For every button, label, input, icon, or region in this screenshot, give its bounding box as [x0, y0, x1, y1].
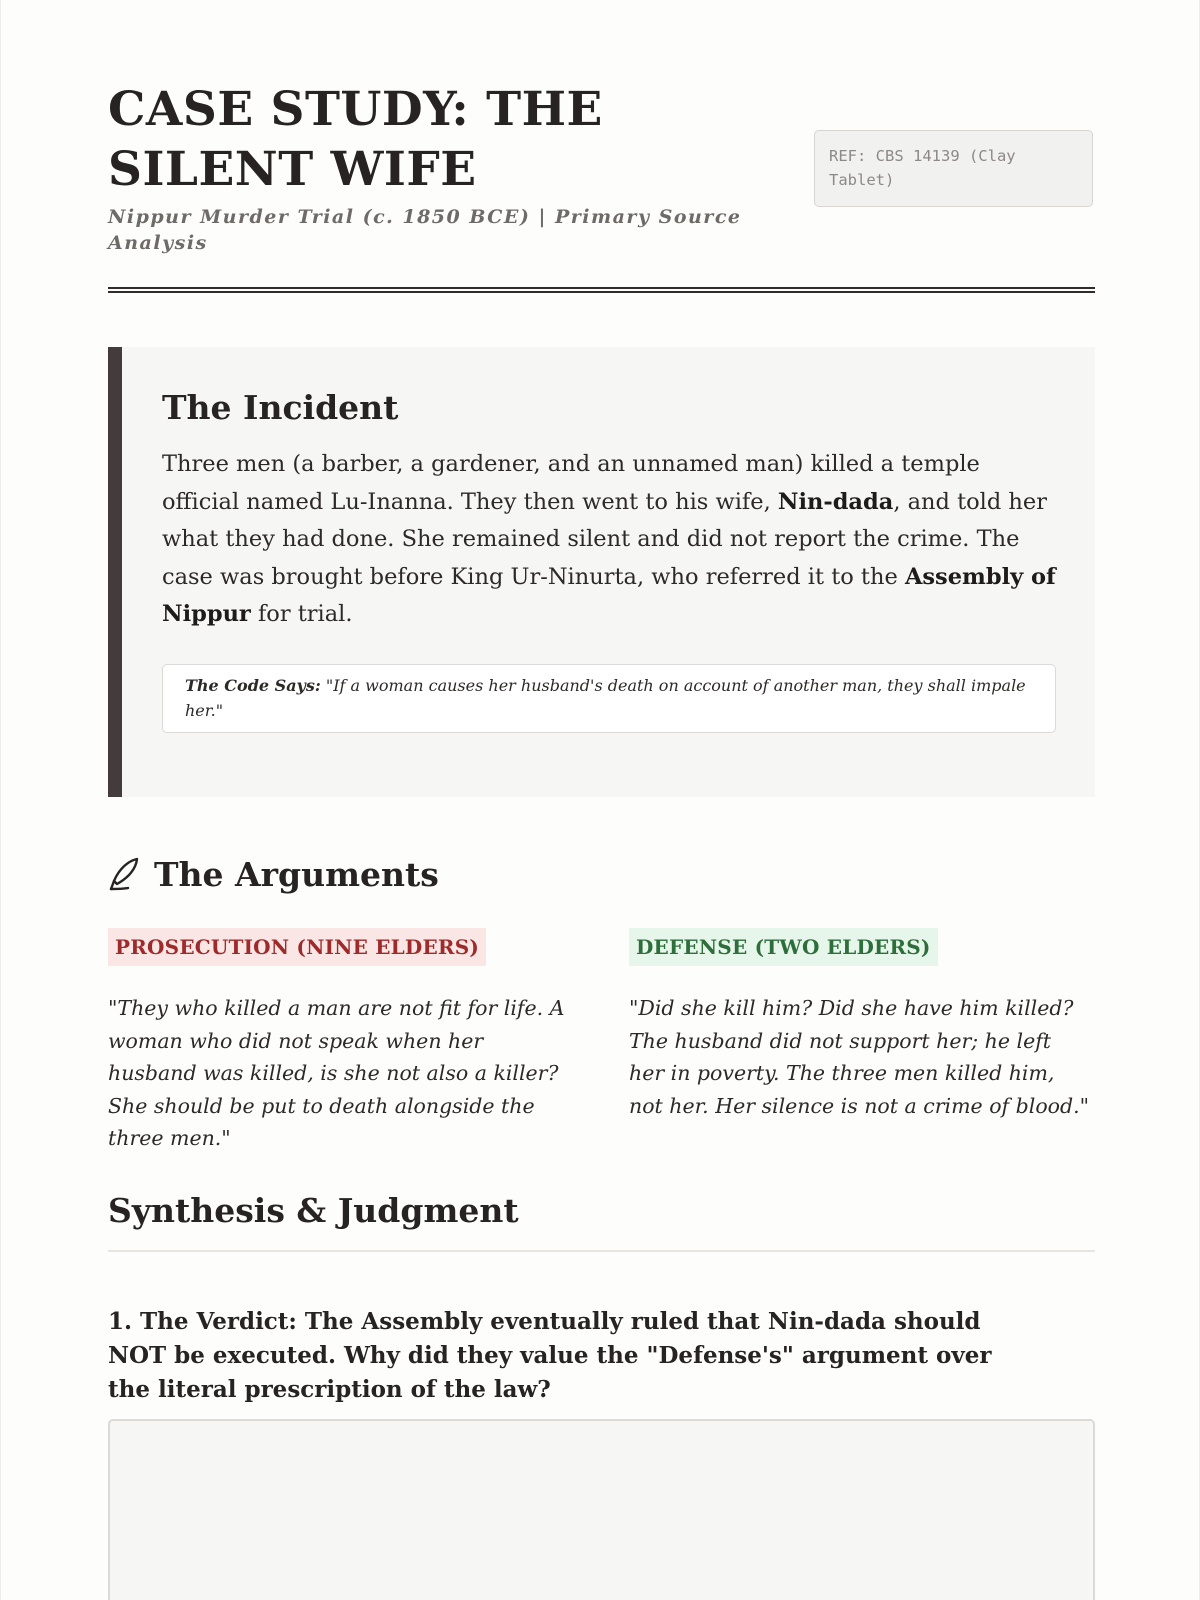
prosecution-column: [108, 928, 570, 1155]
prosecution-label: PROSECUTION (NINE ELDERS): [108, 928, 486, 966]
code-quote: [185, 674, 1033, 723]
answer-1-field[interactable]: [108, 1419, 1095, 1600]
incident-heading: The Incident: [162, 388, 399, 427]
wife-name: Nin-dada: [777, 488, 894, 515]
page-header: [108, 80, 1095, 300]
incident-text-part: Three men (a barber, a gardener, and an unnamed man) killed a temple official named Lu-Inanna. They then went to his wife,: [162, 451, 980, 515]
assembly-name: Assembly of Nippur: [162, 563, 1056, 627]
code-quote-box: [162, 664, 1056, 733]
defense-label: DEFENSE (TWO ELDERS): [629, 928, 938, 966]
incident-text-part: for trial.: [250, 601, 353, 627]
incident-text-part: , and told her what they had done. She remained silent and did not report the crime. The case was brought before King Ur-Ninurta, who referred it to the: [162, 488, 1047, 590]
arguments-header: [108, 850, 439, 900]
synthesis-heading: Synthesis & Judgment: [108, 1191, 519, 1230]
defense-column: [629, 928, 1091, 1122]
header-divider: [108, 287, 1095, 293]
code-label: The Code Says:: [185, 676, 321, 695]
synthesis-divider: [108, 1250, 1095, 1252]
page-title: CASE STUDY: THE SILENT WIFE: [108, 82, 603, 197]
reference-badge: REF: CBS 14139 (Clay Tablet): [814, 130, 1093, 207]
arguments-heading: The Arguments: [154, 855, 439, 894]
quill-icon: [108, 855, 142, 895]
code-text: "If a woman causes her husband's death on account of another man, they shall impale her.": [185, 676, 1026, 720]
incident-card: [108, 347, 1095, 797]
question-1: 1. The Verdict: The Assembly eventually ruled that Nin-dada should NOT be executed. Why did they value the "Defense's" argument over the literal prescription of the law?: [108, 1308, 992, 1403]
defense-quote: "Did she kill him? Did she have him killed? The husband did not support her; he left her in poverty. The three men killed him, not her. Her silence is not a crime of blood.": [629, 996, 1090, 1118]
prosecution-quote: "They who killed a man are not fit for life. A woman who did not speak when her husband was killed, is she not also a killer? She should be put to death alongside the three men.": [108, 996, 565, 1150]
incident-text: [162, 446, 1062, 634]
page-subtitle: Nippur Murder Trial (c. 1850 BCE) | Primary Source Analysis: [108, 206, 742, 254]
